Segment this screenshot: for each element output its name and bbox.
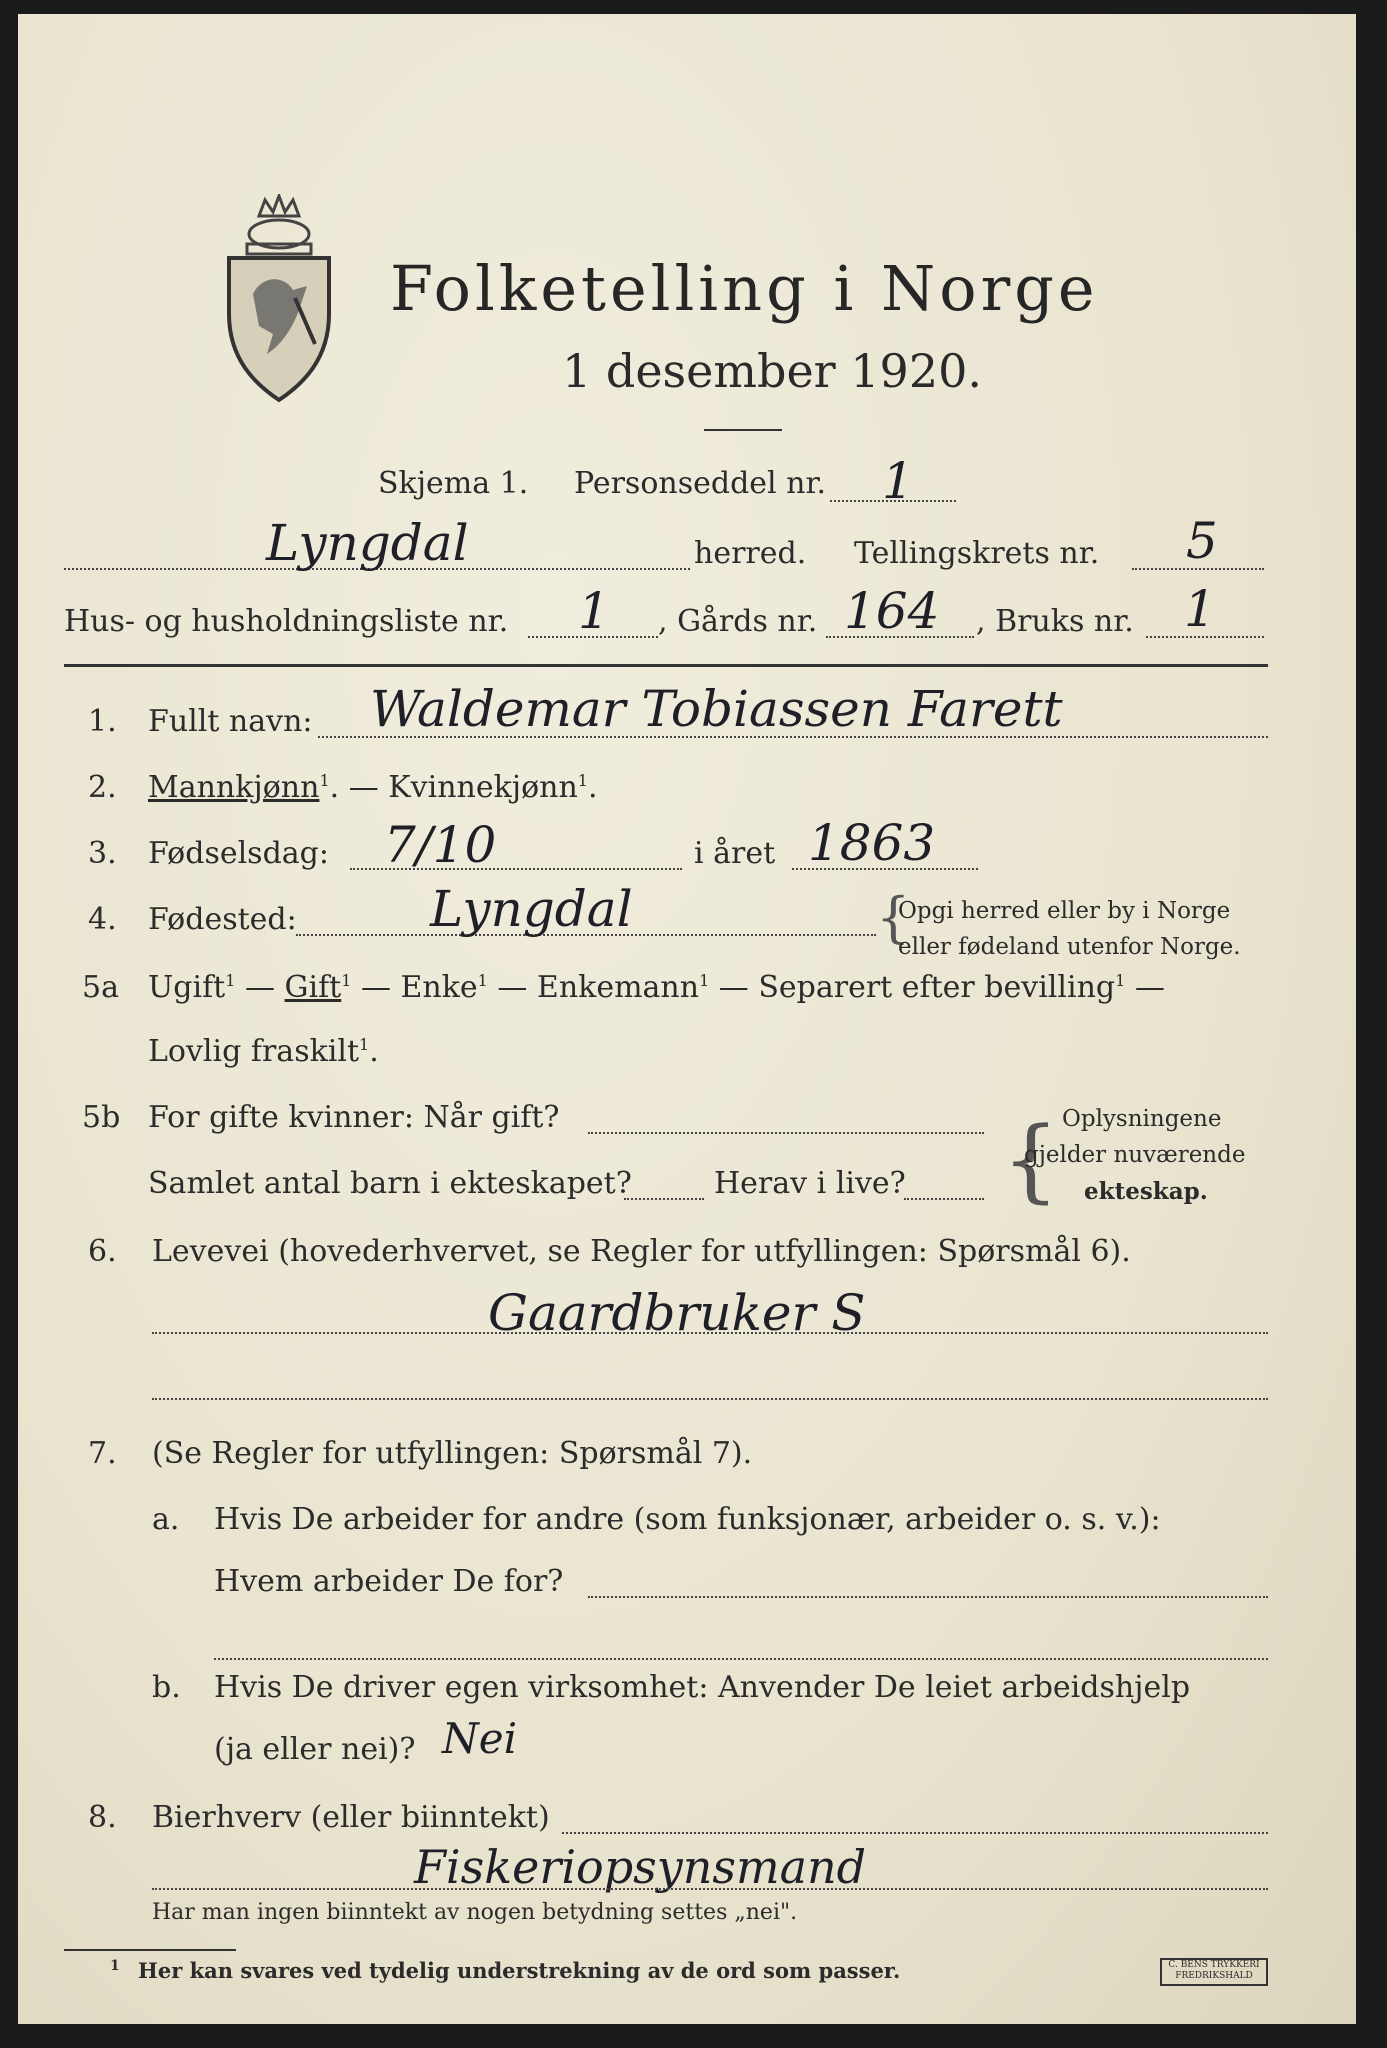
husliste-value: 1 bbox=[578, 582, 610, 640]
q5b-number: 5b bbox=[82, 1100, 121, 1135]
q5b-children-line bbox=[624, 1198, 704, 1200]
q5b-note-line1: Oplysningene bbox=[1062, 1106, 1222, 1132]
q5a-gift-option: Gift bbox=[284, 970, 342, 1005]
q4-note-line2: eller fødeland utenfor Norge. bbox=[898, 934, 1241, 960]
q5a-enkemann-option: Enkemann bbox=[536, 970, 700, 1005]
herred-label: herred. bbox=[694, 536, 807, 571]
q7b-label: Hvis De driver egen virksomhet: Anvender De leiet arbeidshjelp bbox=[214, 1670, 1191, 1705]
q1-label: Fullt navn: bbox=[148, 704, 313, 739]
q8-label: Bierhverv (eller biinntekt) bbox=[152, 1800, 550, 1835]
personseddel-value: 1 bbox=[882, 452, 914, 510]
footnote-mark: 1 bbox=[110, 1958, 120, 1974]
footnote-rule bbox=[64, 1949, 236, 1951]
q2-kvinnekjonn-option: Kvinnekjønn bbox=[388, 770, 578, 805]
q5b-children-label: Samlet antal barn i ekteskapet? bbox=[148, 1166, 632, 1201]
q8-number: 8. bbox=[88, 1800, 117, 1835]
q5b-when-married-label: For gifte kvinner: Når gift? bbox=[148, 1100, 560, 1135]
census-date: 1 desember 1920. bbox=[562, 344, 982, 398]
q7-number: 7. bbox=[88, 1436, 117, 1471]
q6-line1 bbox=[152, 1332, 1268, 1334]
schema-label: Skjema 1. bbox=[378, 466, 529, 501]
q5a-fraskilt-line: Lovlig fraskilt$^1$. bbox=[148, 1034, 379, 1069]
q8-line2 bbox=[152, 1888, 1268, 1890]
bruks-value: 1 bbox=[1184, 580, 1216, 638]
q7a-number: a. bbox=[152, 1502, 180, 1537]
q7a-label: Hvis De arbeider for andre (som funksjonær, arbeider o. s. v.): bbox=[214, 1502, 1161, 1537]
q5b-note-line2: gjelder nuværende bbox=[1024, 1142, 1246, 1168]
form-title: Folketelling i Norge bbox=[390, 252, 1099, 325]
census-form bbox=[18, 14, 1356, 2024]
q8-side-income-value: Fiskeriopsynsmand bbox=[414, 1840, 867, 1894]
header-separator bbox=[64, 664, 1268, 667]
herred-value: Lyngdal bbox=[266, 514, 469, 572]
q7b-value: Nei bbox=[442, 1714, 518, 1763]
q5a-separert-option: Separert efter bevilling bbox=[758, 970, 1116, 1005]
q7b-question: (ja eller nei)? bbox=[214, 1732, 416, 1767]
q3-year-label: i året bbox=[694, 836, 776, 871]
q4-birthplace-value: Lyngdal bbox=[430, 880, 633, 938]
q2-number: 2. bbox=[88, 770, 117, 805]
q4-note-line1: Opgi herred eller by i Norge bbox=[898, 898, 1231, 924]
q1-number: 1. bbox=[88, 704, 117, 739]
q8-line1 bbox=[562, 1832, 1268, 1834]
q7a-line1 bbox=[588, 1596, 1268, 1598]
q5a-number: 5a bbox=[82, 970, 119, 1005]
q5b-alive-line bbox=[904, 1198, 984, 1200]
q6-number: 6. bbox=[88, 1234, 117, 1269]
q5b-note-line3: ekteskap. bbox=[1084, 1178, 1208, 1205]
q5a-ugift-option: Ugift bbox=[148, 970, 226, 1005]
coat-of-arms-icon bbox=[223, 194, 335, 404]
q3-label: Fødselsdag: bbox=[148, 836, 329, 871]
q5b-brace: { bbox=[1002, 1108, 1060, 1213]
title-divider bbox=[704, 429, 782, 431]
q7a-line2 bbox=[214, 1658, 1268, 1660]
q2-sex-options: Mannkjønn$^1$. — Kvinnekjønn$^1$. bbox=[148, 770, 598, 805]
q3-year-value: 1863 bbox=[808, 814, 936, 872]
q7-label: (Se Regler for utfyllingen: Spørsmål 7). bbox=[152, 1436, 753, 1471]
q7a-question: Hvem arbeider De for? bbox=[214, 1564, 564, 1599]
q4-brace: { bbox=[876, 886, 911, 949]
printer-stamp bbox=[1160, 1958, 1268, 1986]
q5b-alive-label: Herav i live? bbox=[714, 1166, 906, 1201]
gards-label: , Gårds nr. bbox=[658, 604, 818, 639]
q1-full-name-value: Waldemar Tobiassen Farett bbox=[370, 680, 1063, 738]
q4-number: 4. bbox=[88, 902, 117, 937]
q8-note: Har man ingen biinntekt av nogen betydning settes „nei". bbox=[152, 1900, 798, 1925]
tellingskrets-value: 5 bbox=[1186, 512, 1218, 570]
q5b-when-married-line bbox=[588, 1132, 984, 1134]
q2-separator: . — bbox=[329, 770, 389, 805]
gards-value: 164 bbox=[844, 582, 940, 640]
tellingskrets-label: Tellingskrets nr. bbox=[854, 536, 1100, 571]
q2-mannkjonn-option: Mannkjønn bbox=[148, 770, 320, 805]
stamp-line1: C. BENS TRYKKERI bbox=[1168, 1960, 1260, 1970]
q5a-enke-option: Enke bbox=[400, 970, 478, 1005]
q7b-number: b. bbox=[152, 1670, 181, 1705]
footnote-text: Her kan svares ved tydelig understrekning av de ord som passer. bbox=[138, 1958, 901, 1983]
q6-occupation-value: Gaardbruker S bbox=[488, 1284, 866, 1342]
q6-label: Levevei (hovederhvervet, se Regler for utfyllingen: Spørsmål 6). bbox=[152, 1234, 1131, 1269]
q5a-fraskilt-option: Lovlig fraskilt bbox=[148, 1034, 360, 1069]
q3-number: 3. bbox=[88, 836, 117, 871]
husliste-label: Hus- og husholdningsliste nr. bbox=[64, 604, 509, 639]
q5a-options: Ugift$^1$ — Gift$^1$ — Enke$^1$ — Enkemann$^1$ — Separert efter bevilling$^1$ — bbox=[148, 970, 1165, 1005]
personseddel-label: Personseddel nr. bbox=[574, 466, 827, 501]
bruks-label: , Bruks nr. bbox=[976, 604, 1134, 639]
q6-line2 bbox=[152, 1398, 1268, 1400]
q3-day-value: 7/10 bbox=[384, 816, 497, 874]
stamp-line2: FREDRIKSHALD bbox=[1175, 1971, 1253, 1981]
q4-label: Fødested: bbox=[148, 902, 297, 937]
